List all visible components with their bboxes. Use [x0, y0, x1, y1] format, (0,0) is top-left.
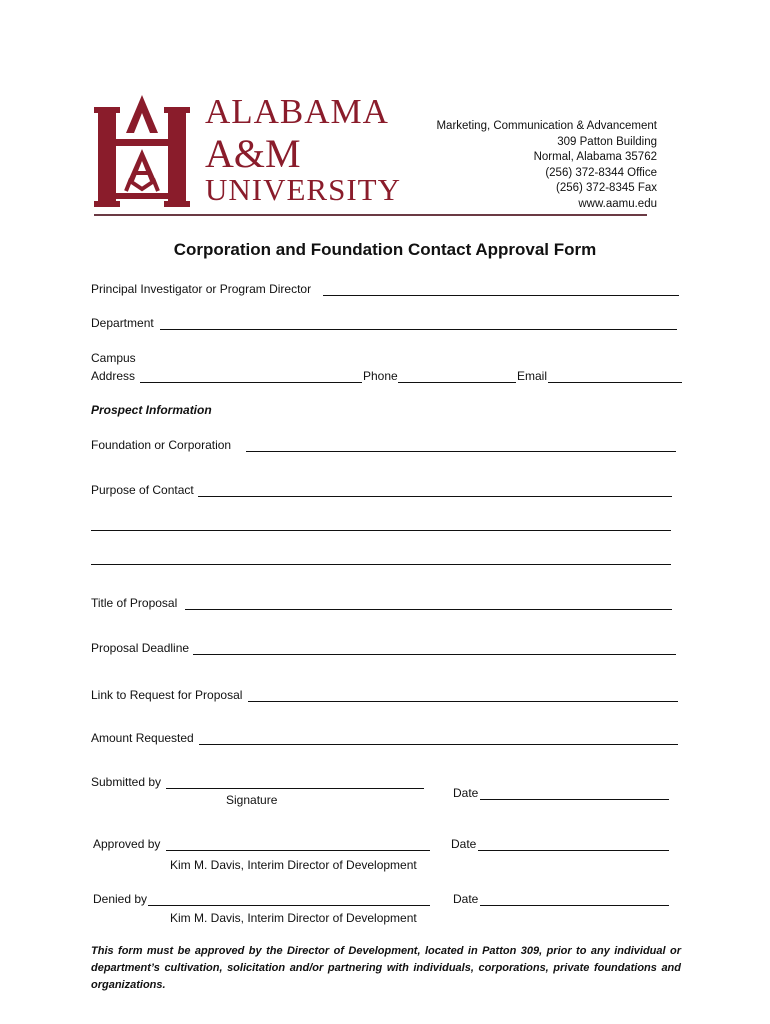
deadline-label: Proposal Deadline [91, 641, 190, 655]
deadline-input[interactable] [193, 654, 676, 655]
purpose-input-line-2[interactable] [91, 530, 671, 531]
phone-label: Phone [363, 369, 398, 383]
denied-director-caption: Kim M. Davis, Interim Director of Development [170, 911, 417, 925]
rfp-link-input[interactable] [248, 701, 678, 702]
denied-date-input[interactable] [480, 905, 669, 906]
aamu-emblem-icon [94, 93, 190, 213]
foundation-input[interactable] [246, 451, 676, 452]
approved-date-input[interactable] [478, 850, 669, 851]
email-label: Email [517, 369, 548, 383]
purpose-label: Purpose of Contact [91, 483, 194, 497]
contact-building: 309 Patton Building [557, 135, 657, 148]
contact-office-phone: (256) 372-8344 Office [545, 166, 657, 179]
purpose-input-line-1[interactable] [198, 496, 672, 497]
proposal-title-input[interactable] [185, 609, 672, 610]
approval-requirement-note: This form must be approved by the Director of Development, located in Patton 309, prior to any individual or department’s cultivation, solicitation and/or partnering with individuals, corporations, private foundations and organizations. [91, 945, 681, 991]
denied-signature-input[interactable] [148, 905, 430, 906]
contact-dept: Marketing, Communication & Advancement [436, 120, 657, 132]
denied-date-label: Date [453, 892, 479, 906]
logo-line-am: A&M [205, 131, 301, 176]
foundation-label: Foundation or Corporation [91, 438, 232, 452]
submitted-date-label: Date [453, 786, 479, 800]
submitted-label: Submitted by [91, 775, 162, 789]
contact-city: Normal, Alabama 35762 [533, 151, 657, 163]
logo-line-university: UNIVERSITY [205, 172, 401, 207]
prospect-section-heading: Prospect Information [91, 403, 212, 417]
pi-label: Principal Investigator or Program Director [91, 282, 312, 296]
approved-date-label: Date [451, 837, 477, 851]
submitted-date-input[interactable] [480, 799, 669, 800]
approved-signature-input[interactable] [166, 850, 430, 851]
amount-input[interactable] [199, 744, 678, 745]
approved-label: Approved by [93, 837, 161, 851]
contact-website[interactable]: www.aamu.edu [578, 197, 657, 210]
amount-label: Amount Requested [91, 731, 194, 745]
address-label: Address [91, 369, 136, 383]
approved-director-caption: Kim M. Davis, Interim Director of Development [170, 858, 417, 872]
proposal-title-label: Title of Proposal [91, 596, 178, 610]
header-divider [94, 214, 647, 216]
form-title: Corporation and Foundation Contact Approval Form [173, 240, 597, 259]
purpose-input-line-3[interactable] [91, 564, 671, 565]
submitted-signature-input[interactable] [166, 788, 424, 789]
pi-input[interactable] [323, 295, 679, 296]
logo-line-alabama: ALABAMA [205, 92, 389, 131]
email-input[interactable] [548, 382, 682, 383]
campus-label: Campus [91, 351, 136, 365]
department-input[interactable] [160, 329, 677, 330]
address-input[interactable] [140, 382, 362, 383]
signature-caption: Signature [226, 793, 278, 807]
contact-fax: (256) 372-8345 Fax [555, 182, 657, 194]
department-label: Department [91, 316, 154, 330]
contact-block [436, 119, 657, 212]
phone-input[interactable] [398, 382, 516, 383]
denied-label: Denied by [93, 892, 148, 906]
rfp-link-label: Link to Request for Proposal [91, 688, 243, 702]
